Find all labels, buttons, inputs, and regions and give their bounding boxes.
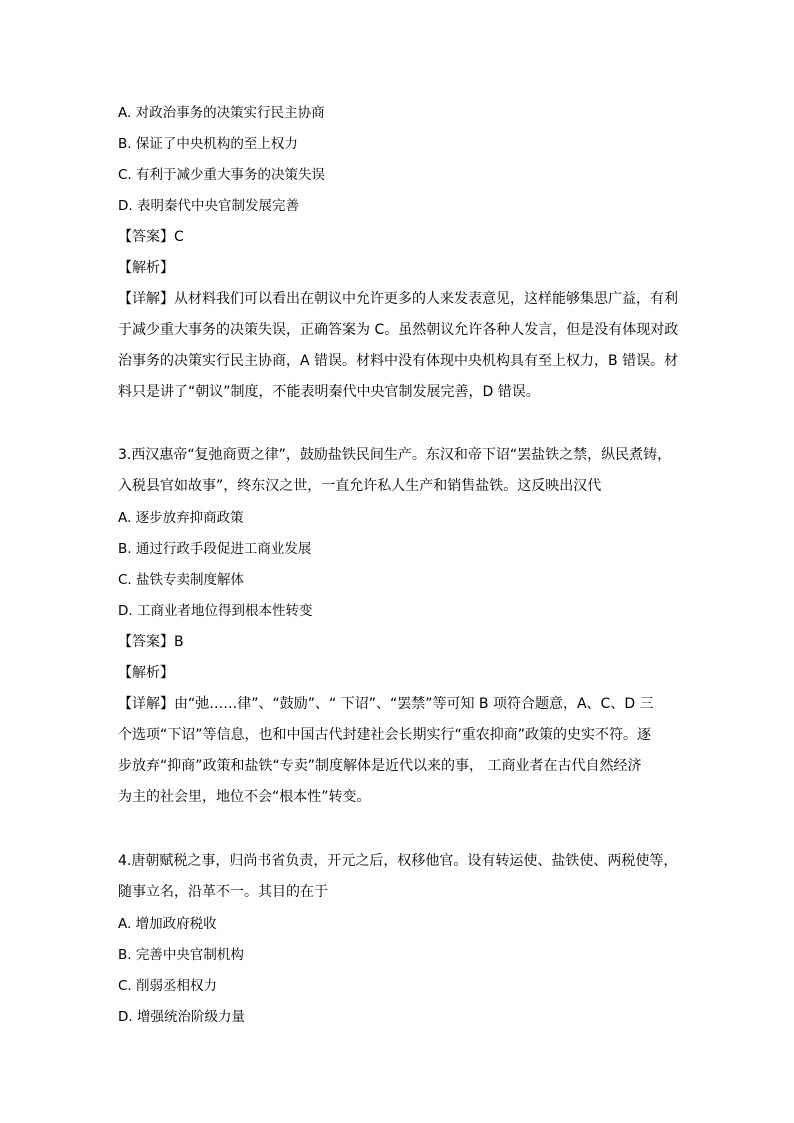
q4-option-d: D. 增强统治阶级力量 <box>118 1009 245 1025</box>
q2-detail-line: 于减少重大事务的决策失误，正确答案为 C。虽然朝议允许各种人发言，但是没有体现对政 <box>118 322 679 338</box>
q3-stem-line: 入税县官如故事”，终东汉之世，一直允许私人生产和销售盐铁。这反映出汉代 <box>118 478 602 494</box>
q2-option-b: B. 保证了中央机构的至上权力 <box>118 136 298 152</box>
q3-detail <box>118 689 680 813</box>
q3-detail-line: 为主的社会里，地位不会“根本性”转变。 <box>118 789 371 805</box>
q2-analysis-label: 【解析】 <box>118 260 174 276</box>
q3-detail-line: 步放弃“抑商”政策和盐铁“专卖”制度解体是近代以来的事， 工商业者在古代自然经济 <box>118 758 642 774</box>
q3-detail-line: 个选项“下诏”等信息，也和中国古代封建社会长期实行“重农抑商”政策的史实不符。逐 <box>118 727 652 743</box>
q3-answer: 【答案】B <box>118 634 184 650</box>
q4-option-b: B. 完善中央官制机构 <box>118 947 244 963</box>
q3-stem-line: 3.西汉惠帝“复弛商贾之律”，鼓励盐铁民间生产。东汉和帝下诏“罢盐铁之禁，纵民煮铸， <box>118 447 672 463</box>
q3-stem <box>118 440 680 502</box>
q4-stem-line: 随事立名，沿革不一。其目的在于 <box>118 884 328 900</box>
q4-option-a: A. 增加政府税收 <box>118 916 217 932</box>
q2-detail <box>118 284 680 408</box>
q2-option-a: A. 对政治事务的决策实行民主协商 <box>118 105 325 121</box>
q2-detail-line: 治事务的决策实行民主协商，A 错误。材料中没有体现中央机构具有至上权力，B 错误。材 <box>118 353 679 369</box>
q4-stem <box>118 846 680 908</box>
q2-option-c: C. 有利于减少重大事务的决策失误 <box>118 167 326 183</box>
q3-option-c: C. 盐铁专卖制度解体 <box>118 572 245 588</box>
q2-answer: 【答案】C <box>118 229 184 245</box>
q4-stem-line: 4.唐朝赋税之事，归尚书省负责，开元之后，权移他官。设有转运使、盐铁使、两税使等， <box>118 853 678 869</box>
q2-option-d: D. 表明秦代中央官制发展完善 <box>118 198 299 214</box>
q3-detail-line: 【详解】由“弛……律”、“鼓励”、“ 下诏”、“罢禁”等可知 B 项符合题意，A、C、D 三 <box>118 696 654 712</box>
q3-option-d: D. 工商业者地位得到根本性转变 <box>118 603 313 619</box>
q3-option-b: B. 通过行政手段促进工商业发展 <box>118 541 312 557</box>
q3-option-a: A. 逐步放弃抑商政策 <box>118 510 244 526</box>
q2-detail-line: 料只是讲了“朝议”制度，不能表明秦代中央官制发展完善，D 错误。 <box>118 384 540 400</box>
q2-detail-line: 【详解】从材料我们可以看出在朝议中允许更多的人来发表意见，这样能够集思广益，有利 <box>118 291 678 307</box>
q4-option-c: C. 削弱丞相权力 <box>118 978 218 994</box>
q3-analysis-label: 【解析】 <box>118 665 174 681</box>
